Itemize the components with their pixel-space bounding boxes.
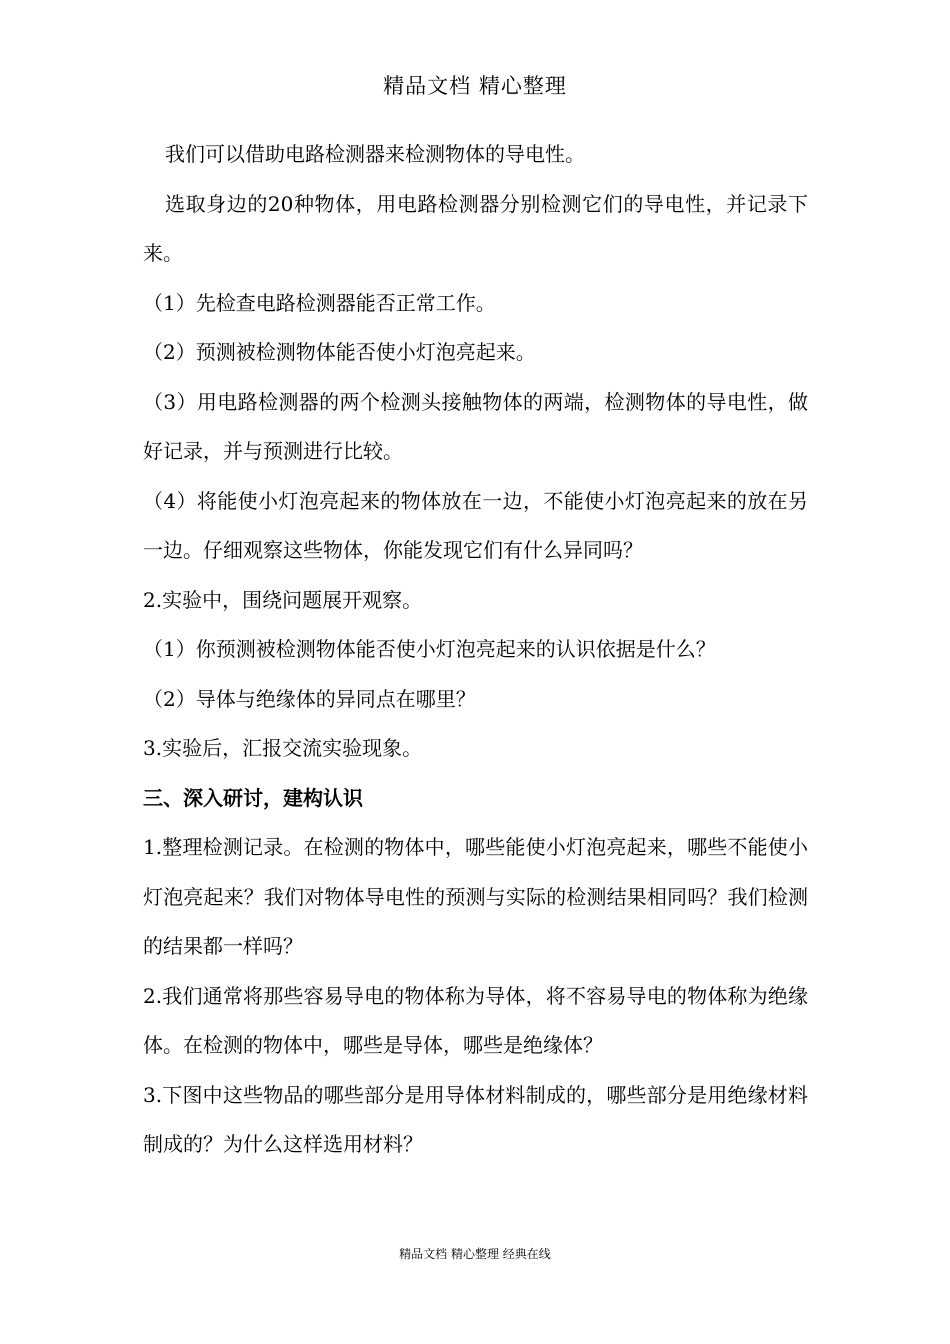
paragraph-materials-question: 3.下图中这些物品的哪些部分是用导体材料制成的，哪些部分是用绝缘材料制成的？为什么这样选用材料？ <box>143 1082 808 1156</box>
paragraph-experiment-observe: 2.实验中，围绕问题展开观察。 <box>143 587 423 612</box>
step-1-check-detector: （1）先检查电路检测器能否正常工作。 <box>143 290 496 315</box>
paragraph-intro: 我们可以借助电路检测器来检测物体的导电性。 <box>165 142 585 166</box>
step-4-sort-objects: （4）将能使小灯泡亮起来的物体放在一边，不能使小灯泡亮起来的放在另一边。仔细观察这些物体，你能发现它们有什么异同吗？ <box>143 488 808 562</box>
question-1-basis: （1）你预测被检测物体能否使小灯泡亮起来的认识依据是什么？ <box>143 637 716 661</box>
paragraph-report: 3.实验后，汇报交流实验现象。 <box>143 736 423 760</box>
question-2-similarities: （2）导体与绝缘体的异同点在哪里？ <box>143 686 476 711</box>
section-heading-discussion: 三、深入研讨，建构认识 <box>143 785 363 810</box>
paragraph-organize-records: 1.整理检测记录。在检测的物体中，哪些能使小灯泡亮起来，哪些不能使小灯泡亮起来？我们对物体导电性的预测与实际的检测结果相同吗？我们检测的结果都一样吗？ <box>143 835 808 958</box>
page-header-title: 精品文档 精心整理 <box>383 74 567 98</box>
step-2-predict: （2）预测被检测物体能否使小灯泡亮起来。 <box>143 340 536 364</box>
paragraph-select-objects: 选取身边的20种物体，用电路检测器分别检测它们的导电性，并记录下来。 <box>143 191 808 265</box>
page-footer-text: 精品文档 精心整理 经典在线 <box>399 1247 551 1261</box>
document-body <box>143 130 808 1170</box>
step-3-test-conductivity: （3）用电路检测器的两个检测头接触物体的两端，检测物体的导电性，做好记录，并与预测进行比较。 <box>143 389 808 463</box>
paragraph-conductor-insulator: 2.我们通常将那些容易导电的物体称为导体，将不容易导电的物体称为绝缘体。在检测的物体中，哪些是导体，哪些是绝缘体？ <box>143 983 808 1057</box>
